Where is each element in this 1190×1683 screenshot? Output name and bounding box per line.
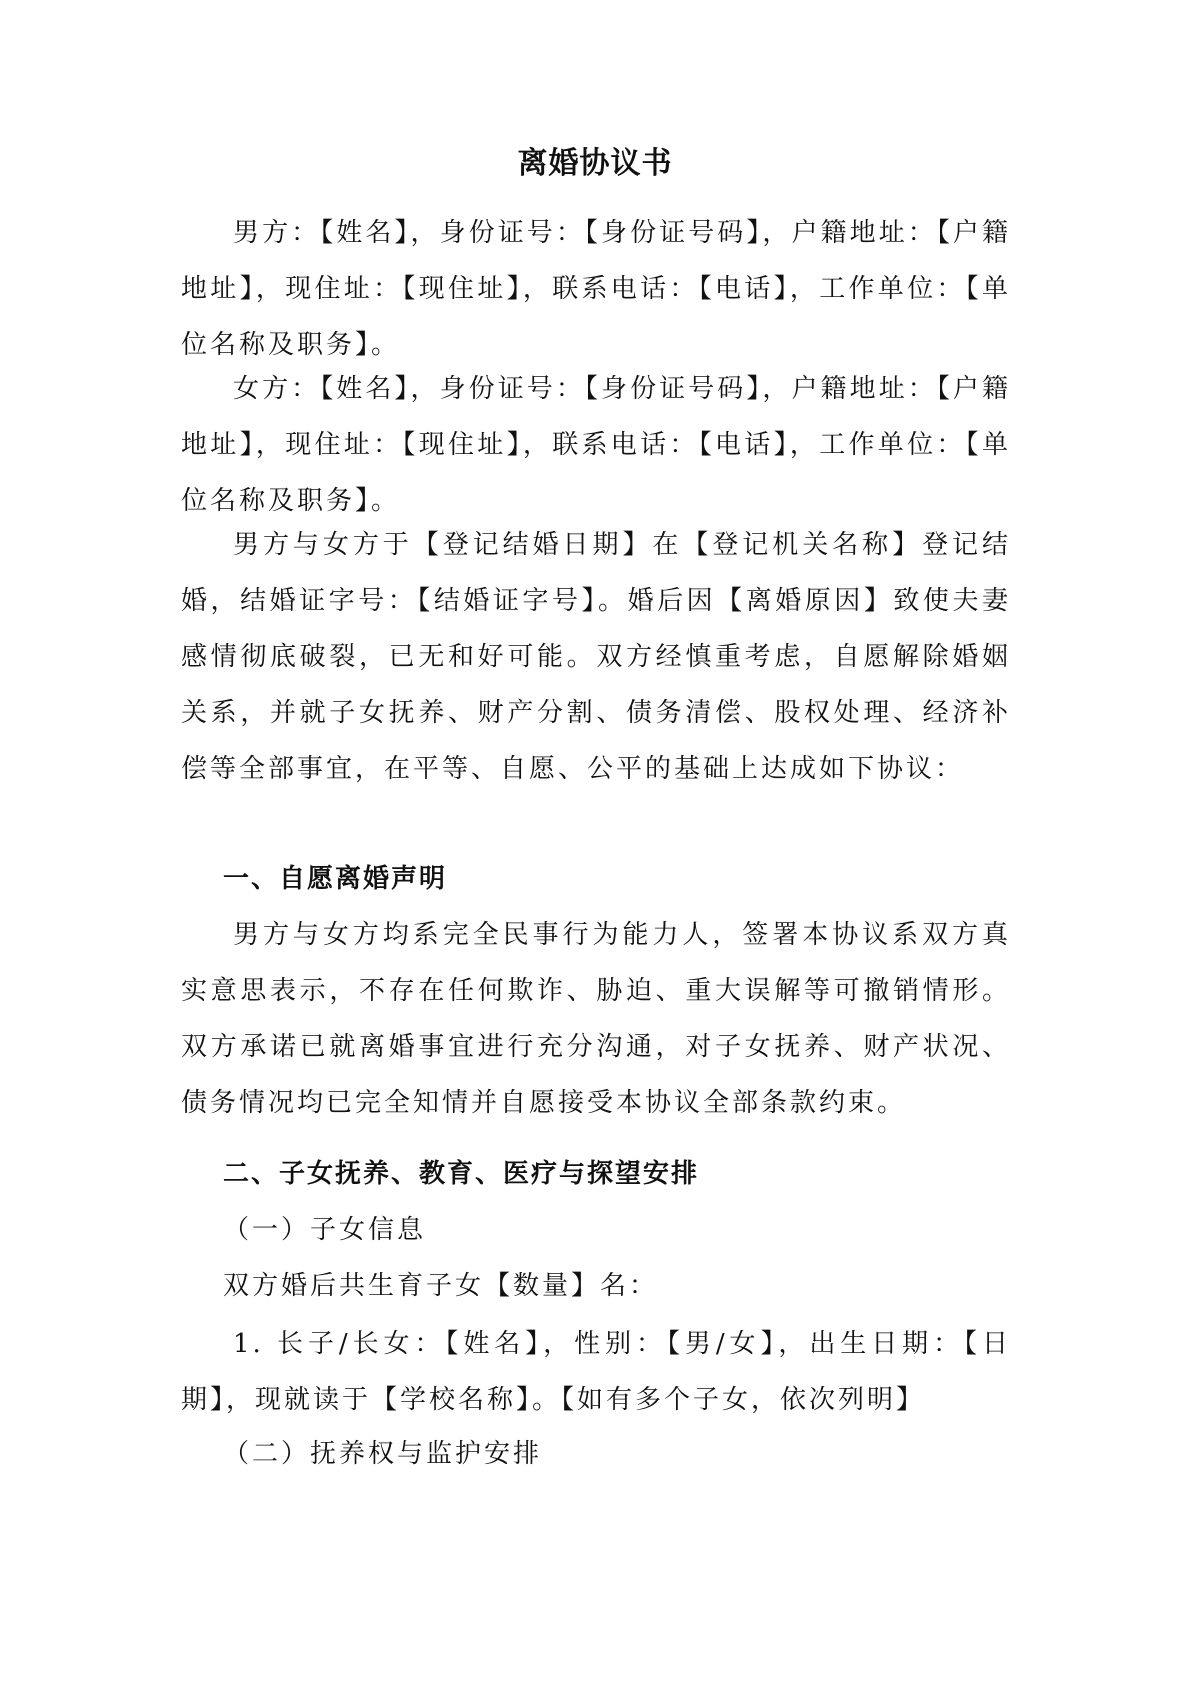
document-title: 离婚协议书 (517, 146, 673, 181)
male-party-paragraph: 男方：【姓名】，身份证号：【身份证号码】，户籍地址：【户籍地址】，现住址：【现住址】，联系电话：【电话】，工作单位：【单位名称及职务】。 (181, 218, 1011, 360)
section-2-sub-2: （二）抚养权与监护安排 (223, 1439, 543, 1469)
preamble-paragraph: 男方与女方于【登记结婚日期】在【登记机关名称】登记结婚，结婚证字号：【结婚证字号】。婚后因【离婚原因】致使夫妻感情彻底破裂，已无和好可能。双方经慎重考虑，自愿解除婚姻关系，并就子女抚养、财产分割、债务清偿、股权处理、经济补偿等全部事宜，在平等、自愿、公平的基础上达成如下协议： (181, 530, 1011, 784)
section-1-body: 男方与女方均系完全民事行为能力人，签署本协议系双方真实意思表示，不存在任何欺诈、胁迫、重大误解等可撤销情形。双方承诺已就离婚事宜进行充分沟通，对子女抚养、财产状况、债务情况均已完全知情并自愿接受本协议全部条款约束。 (181, 920, 1011, 1118)
female-party-paragraph: 女方：【姓名】，身份证号：【身份证号码】，户籍地址：【户籍地址】，现住址：【现住址】，联系电话：【电话】，工作单位：【单位名称及职务】。 (181, 374, 1011, 516)
section-1-heading: 一、自愿离婚声明 (223, 864, 448, 894)
section-2-heading: 二、子女抚养、教育、医疗与探望安排 (223, 1159, 700, 1189)
child-1-entry: 1. 长子/长女：【姓名】，性别：【男/女】，出生日期：【日期】，现就读于【学校名称】。【如有多个子女，依次列明】 (181, 1329, 1011, 1415)
section-2-sub-1: （一）子女信息 (223, 1215, 427, 1245)
children-count-line: 双方婚后共生育子女【数量】名： (223, 1271, 659, 1301)
